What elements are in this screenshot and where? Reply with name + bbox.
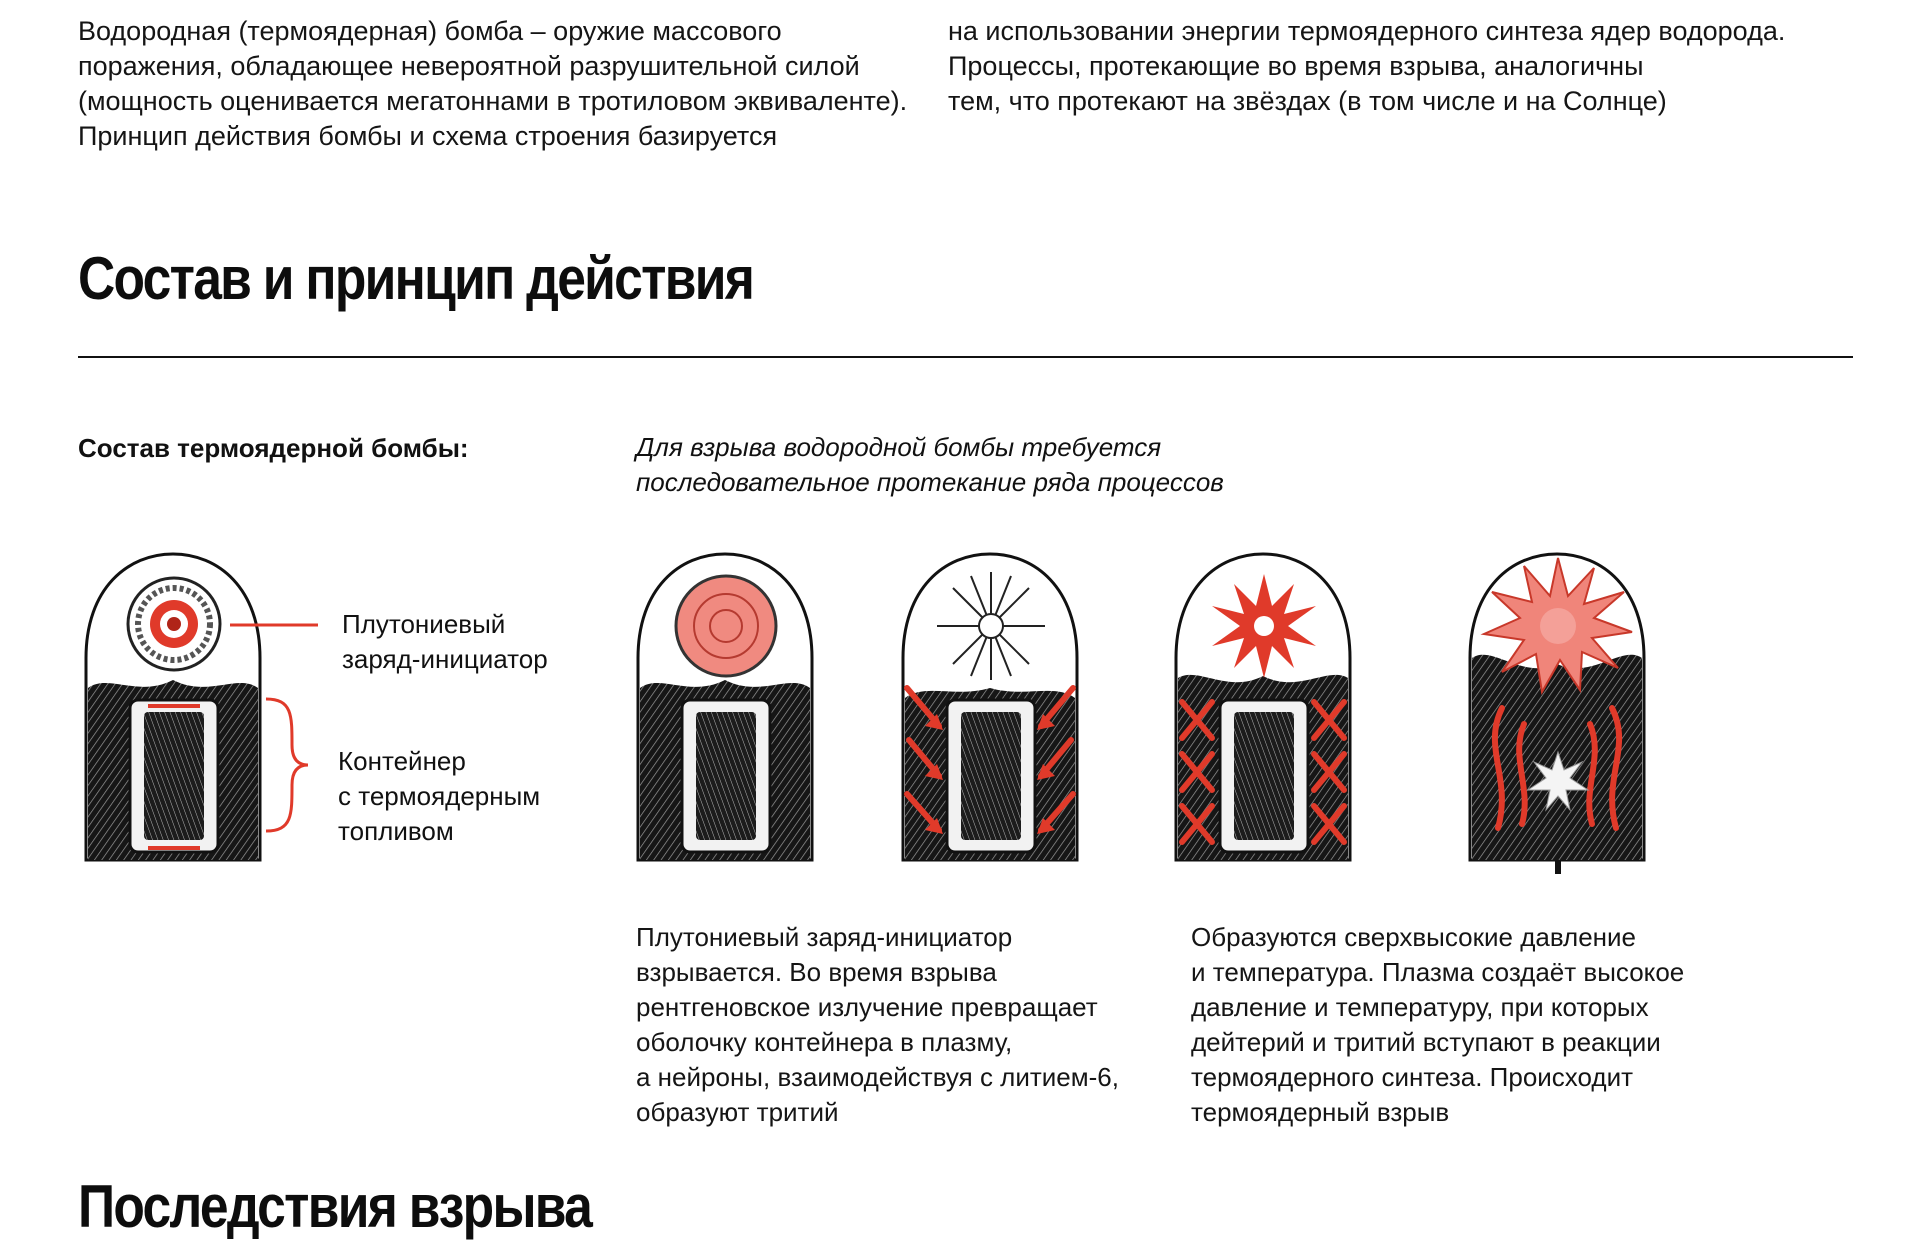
process-title-line: Для взрыва водородной бомбы требуется — [636, 432, 1162, 462]
bomb-composition-diagram — [78, 548, 268, 868]
section-heading: Состав и принцип действия — [78, 245, 754, 312]
bomb-stage-4-diagram — [1462, 548, 1652, 878]
intro-line: поражения, обладающее невероятной разрушительной силой — [78, 51, 860, 81]
label-line: Контейнер — [338, 746, 466, 776]
caption-line: образуют тритий — [636, 1097, 839, 1127]
label-line: топливом — [338, 816, 454, 846]
caption-line: а нейроны, взаимодействуя с литием-6, — [636, 1062, 1119, 1092]
intro-line: (мощность оценивается мегатоннами в тротиловом эквиваленте). — [78, 86, 908, 116]
caption-line: Плутониевый заряд-инициатор — [636, 922, 1013, 952]
caption-line: Образуются сверхвысокие давление — [1191, 922, 1637, 952]
label-line: заряд-инициатор — [342, 644, 548, 674]
caption-line: и температура. Плазма создаёт высокое — [1191, 957, 1685, 987]
container-brace — [262, 695, 312, 835]
intro-line: Принцип действия бомбы и схема строения базируется — [78, 121, 778, 151]
process-title — [636, 430, 1336, 500]
caption-line: термоядерного синтеза. Происходит — [1191, 1062, 1633, 1092]
intro-line: Водородная (термоядерная) бомба – оружие массового — [78, 16, 782, 46]
process-title-line: последовательное протекание ряда процессов — [636, 467, 1224, 497]
initiator-pointer-line — [230, 620, 330, 630]
caption-line: давление и температуру, при которых — [1191, 992, 1649, 1022]
caption-line: взрывается. Во время взрыва — [636, 957, 997, 987]
bomb-stage-1-diagram — [630, 548, 820, 868]
caption-stage-1-2 — [636, 920, 1176, 1130]
caption-stage-3-4 — [1191, 920, 1751, 1130]
bomb-stage-2-diagram — [895, 548, 1085, 868]
caption-line: рентгеновское излучение превращает — [636, 992, 1098, 1022]
bomb-stage-3-diagram — [1168, 548, 1358, 868]
label-line: Плутониевый — [342, 609, 506, 639]
container-label — [338, 744, 540, 849]
caption-line: термоядерный взрыв — [1191, 1097, 1450, 1127]
caption-line: оболочку контейнера в плазму, — [636, 1027, 1013, 1057]
initiator-label — [342, 607, 548, 677]
next-section-heading: Последствия взрыва — [78, 1173, 592, 1240]
intro-text-left — [78, 14, 918, 154]
caption-line: дейтерий и тритий вступают в реакции — [1191, 1027, 1661, 1057]
intro-text-right — [948, 14, 1848, 119]
label-line: с термоядерным — [338, 781, 541, 811]
section-divider — [78, 356, 1853, 358]
intro-line: тем, что протекают на звёздах (в том числе и на Солнце) — [948, 86, 1667, 116]
intro-line: на использовании энергии термоядерного синтеза ядер водорода. — [948, 16, 1786, 46]
composition-title: Состав термоядерной бомбы: — [78, 433, 469, 463]
intro-line: Процессы, протекающие во время взрыва, аналогичны — [948, 51, 1644, 81]
